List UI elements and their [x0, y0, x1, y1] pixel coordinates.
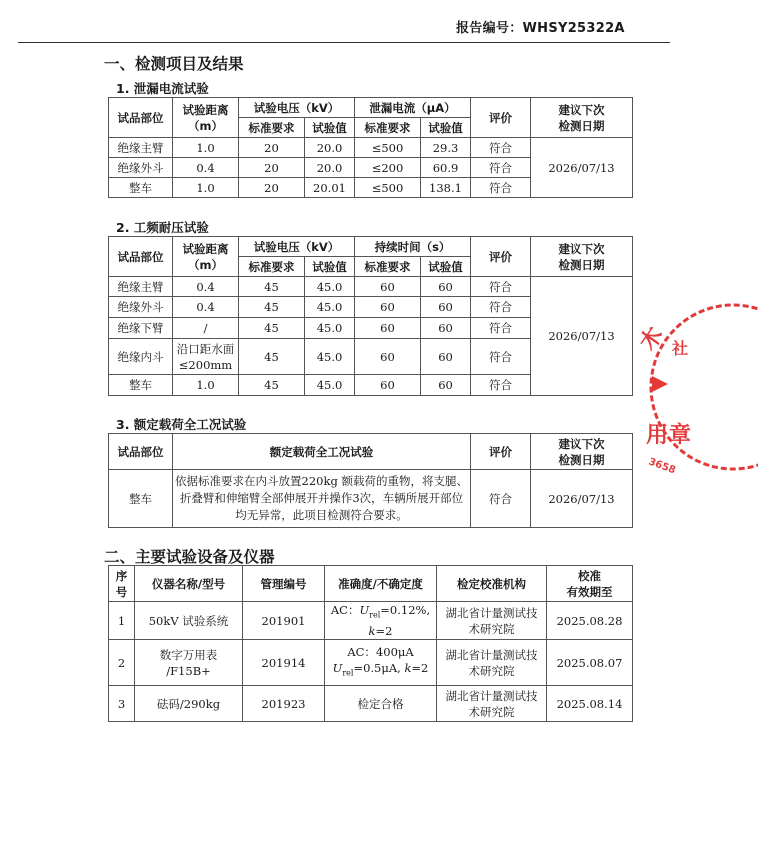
table-row	[109, 640, 633, 686]
cell-accuracy: 检定合格	[325, 686, 437, 722]
header-eval: 评价	[471, 98, 531, 138]
leak-current-table	[108, 97, 633, 198]
cell-v-val: 20.01	[305, 178, 355, 198]
cell-no: 2	[109, 640, 135, 686]
cell-v-val: 45.0	[305, 277, 355, 297]
cell-next-date: 2026/07/13	[531, 277, 633, 396]
cell-i-val: 60.9	[421, 158, 471, 178]
section1-title: 一、检测项目及结果	[104, 55, 244, 73]
header-code: 管理编号	[243, 566, 325, 602]
cell-t-val: 60	[421, 277, 471, 297]
header-i-std: 标准要求	[355, 118, 421, 138]
header-eval: 评价	[471, 237, 531, 277]
cell-eval: 符合	[471, 138, 531, 158]
svg-text:社: 社	[672, 339, 689, 358]
cell-t-val: 60	[421, 339, 471, 375]
svg-text:木: 木	[635, 322, 669, 356]
svg-text:用: 用	[646, 423, 669, 448]
cell-distance: 1.0	[173, 375, 239, 396]
leak-test-title: 1. 泄漏电流试验	[116, 81, 209, 96]
cell-t-std: 60	[355, 318, 421, 339]
table-row	[109, 138, 633, 158]
header-next-date: 建议下次 检测日期	[531, 98, 633, 138]
header-test: 额定载荷全工况试验	[173, 434, 471, 470]
cell-part: 绝缘内斗	[109, 339, 173, 375]
cell-eval: 符合	[471, 339, 531, 375]
cell-i-val: 138.1	[421, 178, 471, 198]
cell-code: 201901	[243, 602, 325, 640]
cell-v-std: 45	[239, 375, 305, 396]
table-row	[109, 602, 633, 640]
cell-part: 绝缘下臂	[109, 318, 173, 339]
cell-part: 整车	[109, 470, 173, 528]
cell-valid: 2025.08.28	[547, 602, 633, 640]
cell-v-val: 45.0	[305, 339, 355, 375]
cell-v-std: 20	[239, 178, 305, 198]
cell-name: 50kV 试验系统	[135, 602, 243, 640]
header-distance: 试验距离 （m）	[173, 98, 239, 138]
header-t-std: 标准要求	[355, 257, 421, 277]
cell-v-std: 20	[239, 138, 305, 158]
cell-t-val: 60	[421, 375, 471, 396]
withstand-test-title: 2. 工频耐压试验	[116, 220, 209, 235]
header-part: 试品部位	[109, 98, 173, 138]
cell-v-val: 45.0	[305, 318, 355, 339]
header-org: 检定校准机构	[437, 566, 547, 602]
header-distance: 试验距离 （m）	[173, 237, 239, 277]
header-i-val: 试验值	[421, 118, 471, 138]
cell-next-date: 2026/07/13	[531, 470, 633, 528]
cell-org: 湖北省计量测试技 术研究院	[437, 602, 547, 640]
header-voltage: 试验电压（kV）	[239, 98, 355, 118]
table-row	[109, 686, 633, 722]
cell-eval: 符合	[471, 158, 531, 178]
cell-next-date: 2026/07/13	[531, 138, 633, 198]
cell-eval: 符合	[471, 297, 531, 318]
cell-part: 绝缘外斗	[109, 297, 173, 318]
cell-v-std: 45	[239, 318, 305, 339]
cell-v-std: 45	[239, 297, 305, 318]
cell-distance: 0.4	[173, 297, 239, 318]
cell-part: 绝缘主臂	[109, 138, 173, 158]
header-valid: 校准 有效期至	[547, 566, 633, 602]
cell-part: 绝缘主臂	[109, 277, 173, 297]
table-row	[109, 277, 633, 297]
cell-part: 整车	[109, 178, 173, 198]
cell-distance: 0.4	[173, 277, 239, 297]
cell-eval: 符合	[471, 178, 531, 198]
cell-v-val: 20.0	[305, 158, 355, 178]
cell-name: 砝码/290kg	[135, 686, 243, 722]
header-v-val: 试验值	[305, 257, 355, 277]
cell-i-val: 29.3	[421, 138, 471, 158]
cell-part: 绝缘外斗	[109, 158, 173, 178]
cell-eval: 符合	[471, 375, 531, 396]
cell-i-std: ≤200	[355, 158, 421, 178]
cell-distance: 1.0	[173, 178, 239, 198]
cell-v-val: 45.0	[305, 297, 355, 318]
cell-i-std: ≤500	[355, 138, 421, 158]
load-test-title: 3. 额定载荷全工况试验	[116, 417, 247, 432]
svg-text:章: 章	[669, 423, 692, 448]
header-voltage: 试验电压（kV）	[239, 237, 355, 257]
cell-distance: 1.0	[173, 138, 239, 158]
header-part: 试品部位	[109, 237, 173, 277]
cell-t-std: 60	[355, 339, 421, 375]
cell-description: 依据标准要求在内斗放置220kg 额载荷的重物，将支腿、 折叠臂和伸缩臂全部伸展开并操作3次，车辆所展开部位 均无异常，此项目检测符合要求。	[173, 470, 471, 528]
header-v-std: 标准要求	[239, 118, 305, 138]
header-next-date: 建议下次 检测日期	[531, 434, 633, 470]
cell-accuracy: AC：$U_{rel}=0.12\%$, k=2	[325, 602, 437, 640]
table-row	[109, 470, 633, 528]
header-name: 仪器名称/型号	[135, 566, 243, 602]
report-number: 报告编号：WHSY25322A	[456, 21, 625, 36]
header-v-std: 标准要求	[239, 257, 305, 277]
section2-title: 二、主要试验设备及仪器	[104, 548, 275, 566]
cell-valid: 2025.08.14	[547, 686, 633, 722]
cell-t-val: 60	[421, 297, 471, 318]
cell-eval: 符合	[471, 318, 531, 339]
cell-name: 数字万用表 /F15B+	[135, 640, 243, 686]
cell-no: 1	[109, 602, 135, 640]
header-current: 泄漏电流（μA）	[355, 98, 471, 118]
cell-t-std: 60	[355, 375, 421, 396]
svg-text:3658: 3658	[646, 456, 677, 477]
header-duration: 持续时间（s）	[355, 237, 471, 257]
withstand-voltage-table	[108, 236, 633, 396]
cell-t-std: 60	[355, 277, 421, 297]
cell-valid: 2025.08.07	[547, 640, 633, 686]
cell-org: 湖北省计量测试技 术研究院	[437, 686, 547, 722]
header-no: 序 号	[109, 566, 135, 602]
cell-v-std: 20	[239, 158, 305, 178]
cell-i-std: ≤500	[355, 178, 421, 198]
cell-code: 201914	[243, 640, 325, 686]
cell-eval: 符合	[471, 470, 531, 528]
header-accuracy: 准确度/不确定度	[325, 566, 437, 602]
header-v-val: 试验值	[305, 118, 355, 138]
header-part: 试品部位	[109, 434, 173, 470]
cell-t-std: 60	[355, 297, 421, 318]
cell-eval: 符合	[471, 277, 531, 297]
header-next-date: 建议下次 检测日期	[531, 237, 633, 277]
cell-org: 湖北省计量测试技 术研究院	[437, 640, 547, 686]
cell-distance: 0.4	[173, 158, 239, 178]
cell-accuracy: AC：400μA $U_{rel}=0.5\mu A$, k=2	[325, 640, 437, 686]
cell-no: 3	[109, 686, 135, 722]
cell-v-val: 20.0	[305, 138, 355, 158]
cell-v-std: 45	[239, 277, 305, 297]
rated-load-table	[108, 433, 633, 528]
cell-distance: /	[173, 318, 239, 339]
cell-part: 整车	[109, 375, 173, 396]
cell-v-std: 45	[239, 339, 305, 375]
header-rule	[18, 42, 670, 43]
equipment-table	[108, 565, 633, 722]
header-eval: 评价	[471, 434, 531, 470]
cell-t-val: 60	[421, 318, 471, 339]
header-t-val: 试验值	[421, 257, 471, 277]
cell-v-val: 45.0	[305, 375, 355, 396]
cell-code: 201923	[243, 686, 325, 722]
cell-distance: 沿口距水面 ≤200mm	[173, 339, 239, 375]
inspection-seal-stamp	[635, 292, 758, 482]
